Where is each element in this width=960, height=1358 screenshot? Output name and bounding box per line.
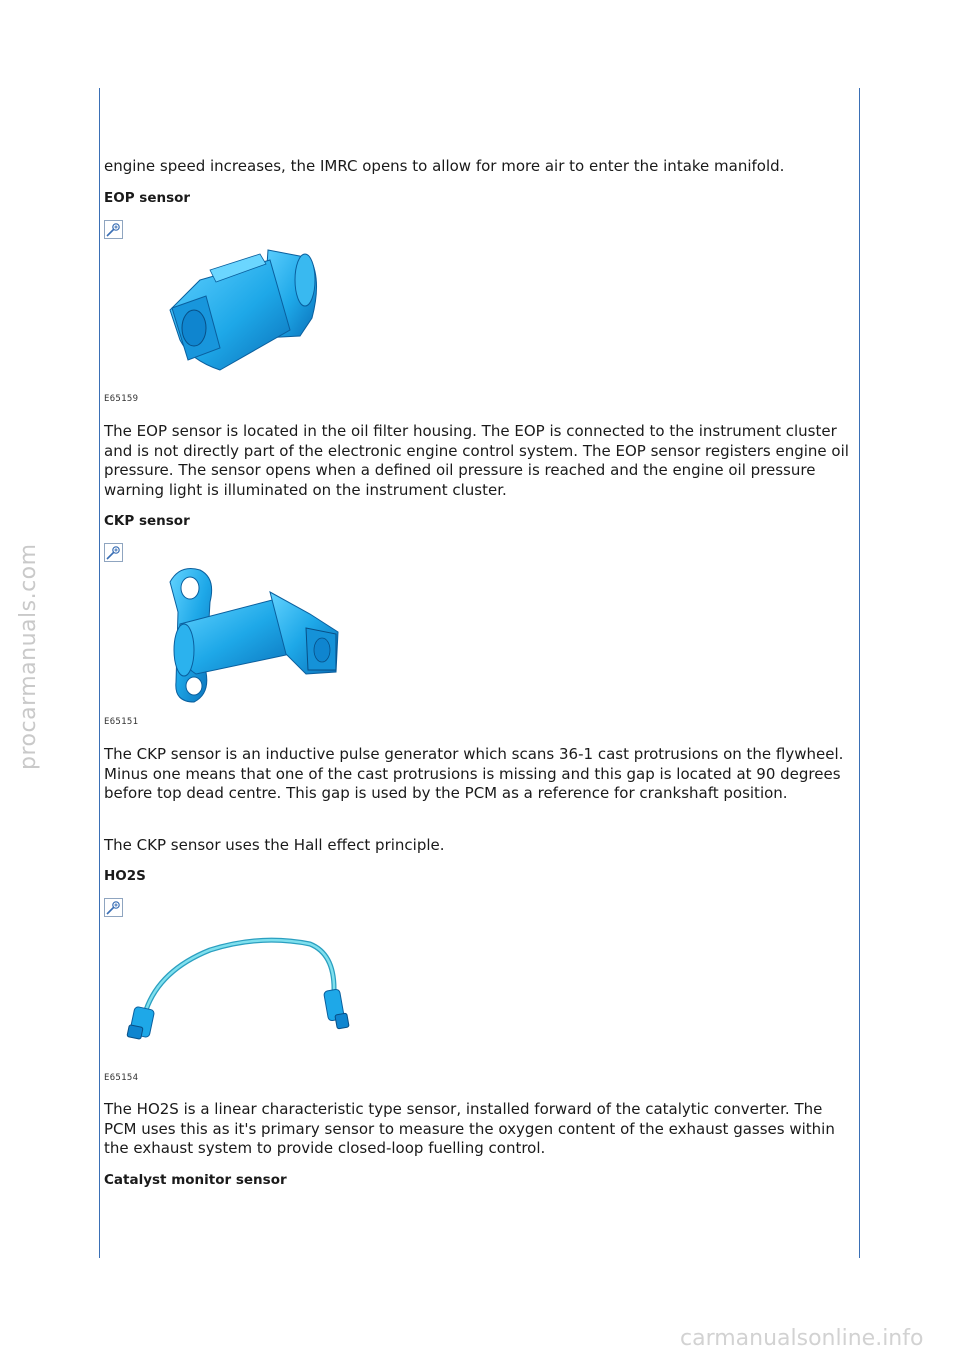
ckp-sensor-image	[160, 562, 345, 707]
intro-text: engine speed increases, the IMRC opens to allow for more air to enter the intake manifold.	[104, 157, 785, 175]
right-margin-rule	[859, 88, 860, 1258]
ckp-hall-effect-note: The CKP sensor uses the Hall effect principle.	[104, 836, 445, 854]
ckp-heading: CKP sensor	[104, 513, 190, 529]
left-margin-rule	[99, 88, 100, 1258]
eop-figure-id: E65159	[104, 394, 139, 404]
ho2s-sensor-image	[120, 930, 360, 1045]
eop-sensor-image	[150, 240, 330, 380]
side-watermark: procarmanuals.com	[16, 543, 41, 770]
zoom-in-icon[interactable]	[104, 898, 123, 917]
catalyst-monitor-heading: Catalyst monitor sensor	[104, 1172, 287, 1188]
ho2s-description: The HO2S is a linear characteristic type sensor, installed forward of the catalytic converter. The PCM uses this as it's primary sensor to measure the oxygen content of the exhaust gasses within the exhaust system to provide closed-loop fuelling control.	[104, 1100, 835, 1158]
zoom-in-icon[interactable]	[104, 220, 123, 239]
ho2s-heading: HO2S	[104, 868, 146, 884]
ckp-description: The CKP sensor is an inductive pulse generator which scans 36-1 cast protrusions on the flywheel. Minus one means that one of the cast protrusions is missing and this gap is located at 90 degrees before top dead centre. This gap is used by the PCM as a reference for crankshaft position.	[104, 745, 844, 803]
zoom-in-icon[interactable]	[104, 543, 123, 562]
ckp-figure-id: E65151	[104, 717, 139, 727]
bottom-watermark: carmanualsonline.info	[680, 1326, 924, 1351]
ho2s-figure-id: E65154	[104, 1073, 139, 1083]
eop-description: The EOP sensor is located in the oil filter housing. The EOP is connected to the instrument cluster and is not directly part of the electronic engine control system. The EOP sensor registers engine oil pressure. The sensor opens when a defined oil pressure is reached and the engine oil pressure warning light is illuminated on the instrument cluster.	[104, 422, 849, 499]
eop-heading: EOP sensor	[104, 190, 191, 206]
